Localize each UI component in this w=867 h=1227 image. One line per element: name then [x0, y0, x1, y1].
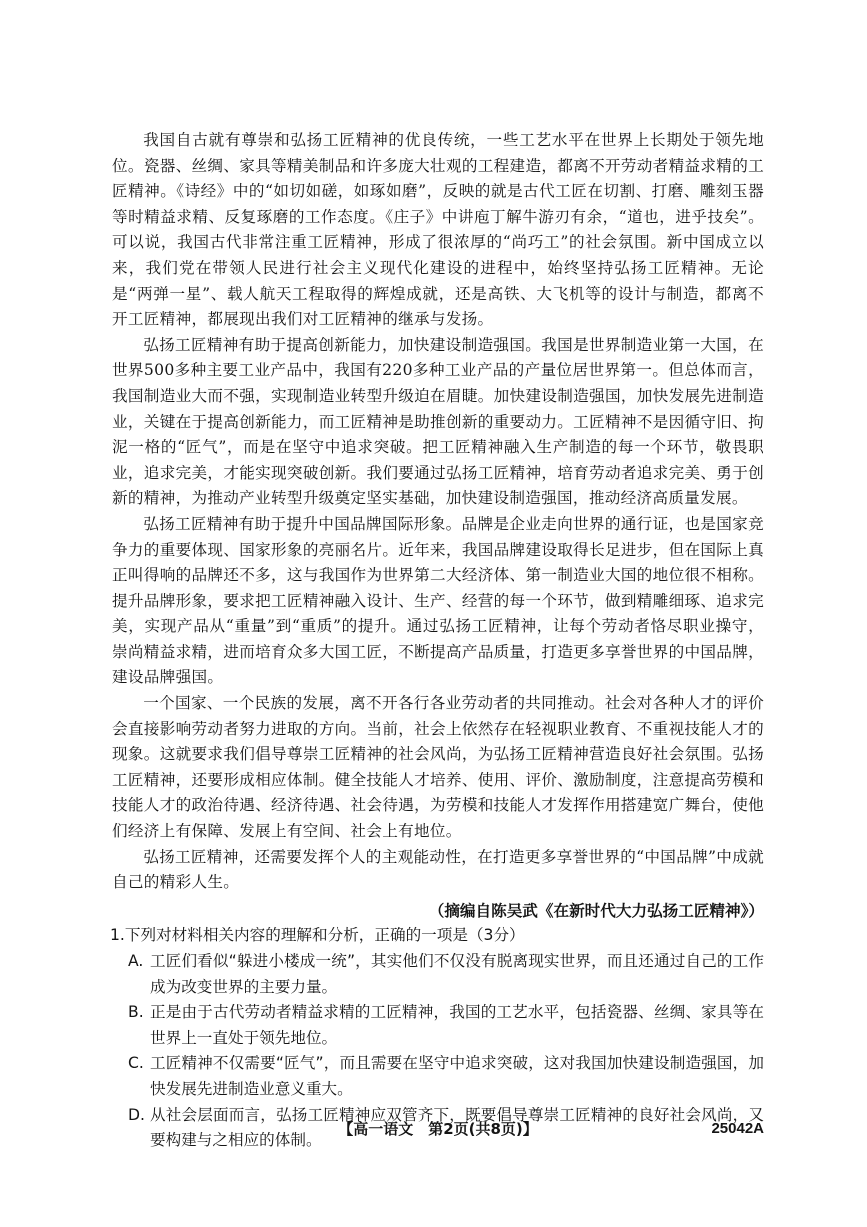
option-c — [112, 1051, 764, 1102]
option-b — [112, 1000, 764, 1051]
content-area — [112, 128, 764, 1154]
option-text: 从社会层面而言，弘扬工匠精神应双管齐下，既要倡导尊崇工匠精神的良好社会风尚，又要构建与之相应的体制。 — [150, 1105, 764, 1150]
passage-paragraph-5: 弘扬工匠精神，还需要发挥个人的主观能动性，在打造更多享誉世界的“中国品牌”中成就自己的精彩人生。 — [112, 847, 764, 892]
page-number-label: 【高一语文 第2页(共8页)】 — [338, 1120, 538, 1138]
passage-paragraph-4: 一个国家、一个民族的发展，离不开各行各业劳动者的共同推动。社会对各种人才的评价会直接影响劳动者努力进取的方向。当前，社会上依然存在轻视职业教育、不重视技能人才的现象。这就要求我们倡导尊崇工匠精神的社会风尚，为弘扬工匠精神营造良好社会氛围。弘扬工匠精神，还要形成相应体制。健全技能人才培养、使用、评价、激励制度，注意提高劳模和技能人才的政治待遇、经济待遇、社会待遇，为劳模和技能人才发挥作用搭建宽广舞台，使他们经济上有保障、发展上有空间、社会上有地位。 — [112, 694, 764, 841]
reading-passage — [112, 128, 764, 923]
option-letter: B. — [128, 1003, 144, 1022]
page-footer — [112, 1116, 764, 1142]
passage-paragraph-3: 弘扬工匠精神有助于提升中国品牌国际形象。品牌是企业走向世界的通行证，也是国家竞争力的重要体现、国家形象的亮丽名片。近年来，我国品牌建设取得长足进步，但在国际上真正叫得响的品牌还不多，这与我国作为世界第二大经济体、第一制造业大国的地位很不相称。提升品牌形象，要求把工匠精神融入设计、生产、经营的每一个环节，做到精雕细琢、追求完美，实现产品从“重量”到“重质”的提升。通过弘扬工匠精神，让每个劳动者恪尽职业操守，崇尚精益求精，进而培育众多大国工匠，不断提高产品质量，打造更多享誉世界的中国品牌，建设品牌强国。 — [112, 514, 764, 687]
passage-paragraph-1: 我国自古就有尊崇和弘扬工匠精神的优良传统，一些工艺水平在世界上长期处于领先地位。瓷器、丝绸、家具等精美制品和许多庞大壮观的工程建造，都离不开劳动者精益求精的工匠精神。《诗经》中的“如切如磋，如琢如磨”，反映的就是古代工匠在切割、打磨、雕刻玉器等时精益求精、反复琢磨的工作态度。《庄子》中讲庖丁解牛游刃有余，“道也，进乎技矣”。可以说，我国古代非常注重工匠精神，形成了很浓厚的“尚巧工”的社会氛围。新中国成立以来，我们党在带领人民进行社会主义现代化建设的进程中，始终坚持弘扬工匠精神。无论是“两弹一星”、载人航天工程取得的辉煌成就，还是高铁、大飞机等的设计与制造，都离不开工匠精神，都展现出我们对工匠精神的继承与发扬。 — [112, 131, 764, 329]
option-letter: D. — [128, 1105, 145, 1124]
option-text: 工匠们看似“躲进小楼成一统”，其实他们不仅没有脱离现实世界，而且还通过自己的工作成为改变世界的主要力量。 — [150, 952, 764, 996]
option-letter: A. — [128, 952, 144, 970]
option-a — [112, 949, 764, 1000]
exam-code: 25042A — [711, 1120, 764, 1137]
passage-source: （摘编自陈吴武《在新时代大力弘扬工匠精神》） — [428, 900, 764, 920]
option-text: 工匠精神不仅需要“匠气”，而且需要在坚守中追求突破，这对我国加快建设制造强国，加快发展先进制造业意义重大。 — [150, 1054, 764, 1098]
option-letter: C. — [128, 1054, 144, 1073]
question-stem: 1.下列对材料相关内容的理解和分析，正确的一项是（3分） — [110, 926, 525, 945]
option-text: 正是由于古代劳动者精益求精的工匠精神，我国的工艺水平，包括瓷器、丝绸、家具等在世界上一直处于领先地位。 — [150, 1003, 764, 1047]
passage-paragraph-2: 弘扬工匠精神有助于提高创新能力，加快建设制造强国。我国是世界制造业第一大国，在世界500多种主要工业产品中，我国有220多种工业产品的产量位居世界第一。但总体而言，我国制造业大而不强，实现制造业转型升级迫在眉睫。加快建设制造强国，加快发展先进制造业，关键在于提高创新能力，而工匠精神是助推创新的重要动力。工匠精神不是因循守旧、拘泥一格的“匠气”，而是在坚守中追求突破。把工匠精神融入生产制造的每一个环节，敬畏职业，追求完美，才能实现突破创新。我们要通过弘扬工匠精神，培育劳动者追求完美、勇于创新的精神，为推动产业转型升级奠定坚实基础，加快建设制造强国，推动经济高质量发展。 — [112, 335, 764, 508]
